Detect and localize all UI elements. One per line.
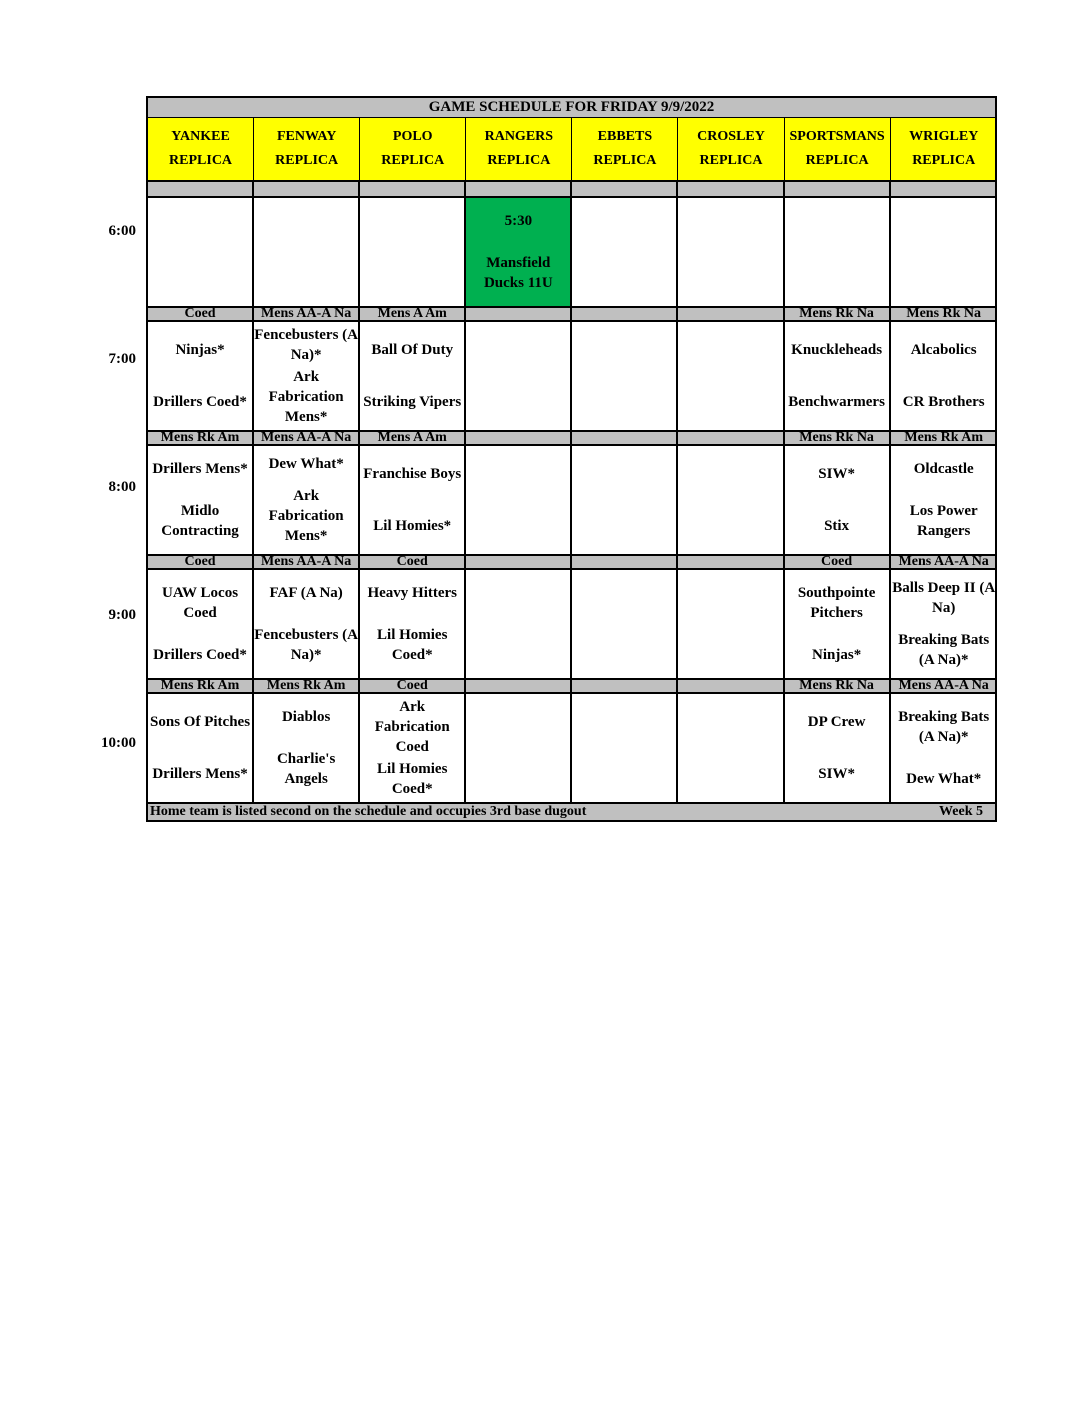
game-cell xyxy=(891,694,997,802)
away-team: UAW Locos Coed xyxy=(162,585,239,621)
division-label: Mens Rk Na xyxy=(785,680,891,692)
slot-row xyxy=(146,694,997,802)
division-label: Coed xyxy=(785,556,891,568)
game-cell xyxy=(148,322,254,430)
game-cell xyxy=(360,198,466,306)
game-cell xyxy=(466,446,572,554)
away-team: FAF (A Na) xyxy=(269,585,343,601)
division-label: Coed xyxy=(360,680,466,692)
field-name: SPORTSMANS xyxy=(789,129,885,144)
field-subtitle: REPLICA xyxy=(487,153,551,168)
game-cell xyxy=(891,570,997,678)
game-cell xyxy=(148,446,254,554)
game-cell xyxy=(678,198,784,306)
home-team: Striking Vipers xyxy=(363,394,462,410)
game-cell xyxy=(678,694,784,802)
division-label: Coed xyxy=(148,308,254,320)
field-header-yankee xyxy=(148,118,254,180)
game-cell xyxy=(254,694,360,802)
field-subtitle: REPLICA xyxy=(169,153,233,168)
division-label: Mens Rk Na xyxy=(785,432,891,444)
game-cell xyxy=(466,694,572,802)
game-cell xyxy=(148,570,254,678)
schedule-title: GAME SCHEDULE FOR FRIDAY 9/9/2022 xyxy=(146,96,997,118)
division-row xyxy=(146,306,997,322)
game-cell xyxy=(678,446,784,554)
game-cell xyxy=(678,570,784,678)
home-team: Stix xyxy=(824,518,850,534)
division-label xyxy=(572,308,678,320)
division-label: Mens AA-A Na xyxy=(254,432,360,444)
time-label: 9:00 xyxy=(108,607,136,623)
home-team: Breaking Bats (A Na)* xyxy=(898,632,990,668)
game-cell xyxy=(891,198,997,306)
home-team: Lil Homies Coed* xyxy=(377,761,448,797)
division-row xyxy=(146,678,997,694)
division-label: Mens Rk Am xyxy=(148,432,254,444)
game-cell xyxy=(360,322,466,430)
division-label: Mens A Am xyxy=(360,432,466,444)
division-label xyxy=(572,432,678,444)
field-subtitle: REPLICA xyxy=(593,153,657,168)
spacer-cell xyxy=(785,182,891,196)
division-label: Mens AA-A Na xyxy=(898,680,989,692)
field-name: WRIGLEY xyxy=(909,129,979,144)
home-team: Mansfield Ducks 11U xyxy=(483,255,553,291)
field-header-polo xyxy=(360,118,466,180)
field-subtitle: REPLICA xyxy=(699,153,763,168)
division-label: Coed xyxy=(148,556,254,568)
division-label xyxy=(678,308,784,320)
division-row xyxy=(146,554,997,570)
game-cell xyxy=(360,570,466,678)
field-header-fenway xyxy=(254,118,360,180)
away-team: Balls Deep II (A Na) xyxy=(892,580,996,616)
home-team: Ark Fabrication Mens* xyxy=(268,369,344,425)
slot-row xyxy=(146,198,997,306)
division-label: Mens A Am xyxy=(360,308,466,320)
division-label: Mens Rk Na xyxy=(785,308,891,320)
division-row xyxy=(146,430,997,446)
game-cell xyxy=(254,446,360,554)
home-team: Charlie's Angels xyxy=(276,751,336,787)
home-team: Lil Homies* xyxy=(373,518,452,534)
game-cell xyxy=(254,570,360,678)
division-label xyxy=(678,680,784,692)
division-label xyxy=(466,556,572,568)
time-slots xyxy=(146,198,997,802)
spacer-cell xyxy=(572,182,678,196)
game-cell xyxy=(891,446,997,554)
game-cell xyxy=(466,198,572,306)
time-label: 6:00 xyxy=(108,223,136,239)
time-label: 8:00 xyxy=(108,479,136,495)
division-label xyxy=(466,680,572,692)
home-team: Los Power Rangers xyxy=(909,503,978,539)
away-team: Diablos xyxy=(281,709,331,725)
spacer-cell xyxy=(891,182,997,196)
division-label: Mens Rk Am xyxy=(904,432,983,444)
away-team: Ninjas* xyxy=(175,342,225,358)
away-team: Ball Of Duty xyxy=(371,342,454,358)
home-team: Ark Fabrication Mens* xyxy=(268,488,344,544)
game-cell xyxy=(572,198,678,306)
home-team: Drillers Coed* xyxy=(153,647,247,663)
field-name: EBBETS xyxy=(597,129,653,144)
division-label: Coed xyxy=(360,556,466,568)
away-team: Dew What* xyxy=(268,456,344,472)
game-cell xyxy=(572,446,678,554)
away-team: Southpointe Pitchers xyxy=(797,585,876,621)
game-cell xyxy=(360,694,466,802)
division-label xyxy=(572,556,678,568)
home-team: Drillers Coed* xyxy=(153,394,247,410)
division-label: Mens AA-A Na xyxy=(254,308,360,320)
field-subtitle: REPLICA xyxy=(805,153,869,168)
division-label: Mens Rk Am xyxy=(148,680,254,692)
game-cell xyxy=(148,694,254,802)
field-name: RANGERS xyxy=(484,129,554,144)
away-team: DP Crew xyxy=(807,714,866,730)
division-label: Mens AA-A Na xyxy=(898,556,989,568)
away-team: Alcabolics xyxy=(910,342,977,358)
game-cell xyxy=(785,322,891,430)
game-cell xyxy=(785,446,891,554)
home-team: SIW* xyxy=(818,766,855,782)
game-cell xyxy=(148,198,254,306)
spacer-cell xyxy=(466,182,572,196)
field-header-rangers xyxy=(466,118,572,180)
away-team: Breaking Bats (A Na)* xyxy=(898,709,990,745)
time-label: 10:00 xyxy=(101,735,136,751)
field-name: POLO xyxy=(392,129,433,144)
division-label: Mens AA-A Na xyxy=(254,556,360,568)
game-cell xyxy=(254,198,360,306)
slot-row xyxy=(146,570,997,678)
spacer-cell xyxy=(678,182,784,196)
home-team: Benchwarmers xyxy=(788,394,885,410)
away-team: Heavy Hitters xyxy=(367,585,458,601)
field-header-ebbets xyxy=(572,118,678,180)
home-team: Dew What* xyxy=(906,771,982,787)
field-header-crosley xyxy=(678,118,784,180)
week-label: Week 5 xyxy=(939,804,983,819)
away-team: Fencebusters (A Na)* xyxy=(254,327,358,363)
field-header-row xyxy=(146,118,997,182)
time-label: 7:00 xyxy=(108,351,136,367)
footer-row xyxy=(146,802,997,822)
spacer-cell xyxy=(360,182,466,196)
field-subtitle: REPLICA xyxy=(275,153,339,168)
home-team: Lil Homies Coed* xyxy=(377,627,448,663)
away-team: Oldcastle xyxy=(913,461,974,477)
division-label xyxy=(466,308,572,320)
footer-note: Home team is listed second on the schedule and occupies 3rd base dugout xyxy=(150,804,587,819)
spacer-row xyxy=(146,182,997,198)
home-team: Ninjas* xyxy=(812,647,862,663)
division-label xyxy=(678,432,784,444)
game-cell xyxy=(254,322,360,430)
game-cell xyxy=(466,570,572,678)
game-cell xyxy=(572,322,678,430)
game-cell xyxy=(891,322,997,430)
field-subtitle: REPLICA xyxy=(912,153,976,168)
away-team: Knuckleheads xyxy=(791,342,883,358)
game-cell xyxy=(466,322,572,430)
field-header-sportsmans xyxy=(785,118,891,180)
field-header-wrigley xyxy=(891,118,997,180)
slot-row xyxy=(146,322,997,430)
game-cell xyxy=(572,570,678,678)
game-cell xyxy=(785,198,891,306)
away-team: SIW* xyxy=(818,466,855,482)
game-cell xyxy=(785,570,891,678)
away-team: Drillers Mens* xyxy=(152,461,248,477)
slot-row xyxy=(146,446,997,554)
home-team: CR Brothers xyxy=(902,394,985,410)
away-team: 5:30 xyxy=(504,213,533,229)
home-team: Midlo Contracting xyxy=(161,503,239,539)
away-team: Franchise Boys xyxy=(363,466,462,482)
away-team: Ark Fabrication Coed xyxy=(374,699,450,755)
spacer-cell xyxy=(254,182,360,196)
division-label xyxy=(678,556,784,568)
division-label: Mens Rk Na xyxy=(906,308,982,320)
field-name: CROSLEY xyxy=(697,129,765,144)
game-cell xyxy=(678,322,784,430)
division-label xyxy=(466,432,572,444)
schedule-table xyxy=(146,96,997,822)
field-name: FENWAY xyxy=(276,129,337,144)
game-cell xyxy=(572,694,678,802)
field-subtitle: REPLICA xyxy=(381,153,445,168)
game-cell xyxy=(785,694,891,802)
spacer-cell xyxy=(148,182,254,196)
home-team: Fencebusters (A Na)* xyxy=(254,627,358,663)
game-cell xyxy=(360,446,466,554)
away-team: Sons Of Pitches xyxy=(150,714,251,730)
division-label xyxy=(572,680,678,692)
home-team: Drillers Mens* xyxy=(152,766,248,782)
field-name: YANKEE xyxy=(171,129,230,144)
division-label: Mens Rk Am xyxy=(254,680,360,692)
